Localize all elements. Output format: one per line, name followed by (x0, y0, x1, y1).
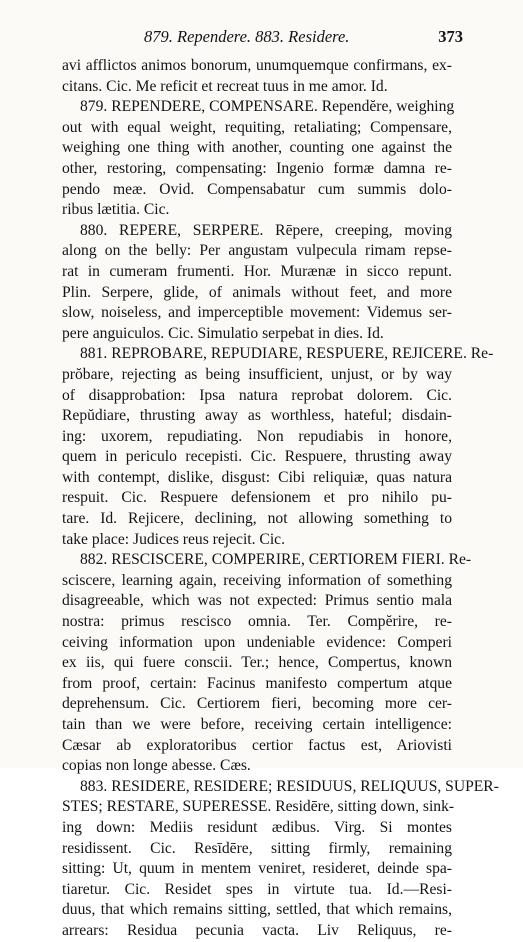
text-line: copias non longe abesse. Cæs. (62, 757, 251, 775)
entry-880-heading-line: 880. REPERE, SERPERE. Rēpere, creeping, moving (80, 221, 452, 239)
text-line: slow, noiseless, and imperceptible movement: Videmus ser- (62, 304, 452, 322)
text-line: ex iis, qui fuere conscii. Ter.; hence, Compertus, known (62, 654, 452, 672)
text-line: rat in cumeram frumenti. Hor. Murænæ in sicco repunt. (62, 262, 452, 280)
text-line: sitting: Ut, quum in mentem veniret, resideret, deinde spa- (62, 860, 452, 878)
text-line: other, restoring, compensating: Ingenio formæ damna re- (62, 159, 452, 177)
entry-882-heading-line: 882. RESCISCERE, COMPERIRE, CERTIOREM FIERI. Re- (80, 551, 472, 569)
text-line: deprehensum. Cic. Certiorem fieri, becoming more cer- (62, 695, 452, 713)
text-line: respuit. Cic. Respuere defensionem et pro nihilo pu- (62, 489, 452, 507)
text-line: Repŭdiare, thrusting away as worthless, hateful; disdain- (62, 407, 452, 425)
entry-883-heading-line: 883. RESIDERE, RESIDERE; RESIDUUS, RELIQUUS, SUPER- (80, 777, 499, 795)
text-line: from proof, certain: Facinus manifesto compertum atque (62, 674, 452, 692)
text-line: ribus lætitia. Cic. (62, 201, 170, 219)
page-header (62, 27, 471, 47)
text-line: pere anguiculos. Cic. Simulatio serpebat in dies. Id. (62, 324, 384, 342)
text-line: ing down: Mediis residunt ædibus. Virg. Si montes (62, 818, 452, 836)
text-line: pendo meæ. Ovid. Compensabatur cum summis dolo- (62, 180, 452, 198)
text-line: tare. Id. Rejicere, declining, not allowing something to (62, 510, 452, 528)
text-line: Plin. Serpere, glide, of animals without feet, and more (62, 283, 452, 301)
entry-879-heading-line: 879. REPENDERE, COMPENSARE. Rependĕre, weighing (80, 98, 455, 116)
text-line: tain than we were before, receiving certain intelligence: (62, 716, 452, 733)
text-line: STES; RESTARE, SUPERESSE. Residēre, sitting down, sink- (62, 798, 455, 816)
text-line: take place: Judices reus rejecit. Cic. (62, 530, 285, 548)
text-line: arrears: Residua pecunia vacta. Liv Reliquus, re- (62, 921, 452, 939)
running-title: 879. Rependere. 883. Residere. (144, 27, 350, 46)
page-number: 373 (438, 27, 463, 46)
text-line: disagreeable, which was not expected: Primus sentio mala (62, 592, 452, 610)
text-line: residissent. Cic. Resīdēre, sitting firmly, remaining (62, 839, 452, 857)
text-line: weighing one thing with another, counting one against the (62, 139, 452, 157)
text-line: quem in periculo recepisti. Cic. Respuere, thrusting away (62, 448, 452, 466)
text-line: ing: uxorem, repudiating. Non repudiabis in honore, (62, 427, 452, 445)
text-line: avi afflictos animos bonorum, unumquemque confirmans, ex- (62, 57, 452, 74)
text-line: of disapprobation: Ipsa natura reprobat dolorem. Cic. (62, 386, 452, 404)
text-line: sciscere, learning again, receiving information of something (62, 571, 452, 589)
text-line: Cæsar ab exploratoribus certior factus est, Ariovisti (62, 736, 452, 754)
text-line: out with equal weight, requiting, retaliating; Compensare, (62, 118, 452, 136)
text-line: tiaretur. Cic. Residet spes in virtute tua. Id.—Resi- (62, 880, 452, 898)
text-line: prŏbare, rejecting as being insufficient, unjust, or by way (62, 365, 452, 383)
text-line: nostra: primus rescisco omnia. Ter. Compĕrire, re- (62, 613, 452, 631)
text-line: ceiving information upon undeniable evidence: Comperi (62, 633, 452, 651)
text-line: citans. Cic. Me reficit et recreat tuus in me amor. Id. (62, 77, 388, 95)
text-line: with contempt, dislike, disgust: Cibi reliquiæ, quas natura (62, 468, 452, 486)
entry-881-heading-line: 881. REPROBARE, REPUDIARE, RESPUERE, REJICERE. Re- (80, 345, 494, 363)
text-line: duus, that which remains sitting, settled, that which remains, (62, 901, 452, 919)
page-body (62, 56, 499, 942)
text-line: along on the belly: Per angustam vulpecula rimam repse- (62, 242, 452, 260)
